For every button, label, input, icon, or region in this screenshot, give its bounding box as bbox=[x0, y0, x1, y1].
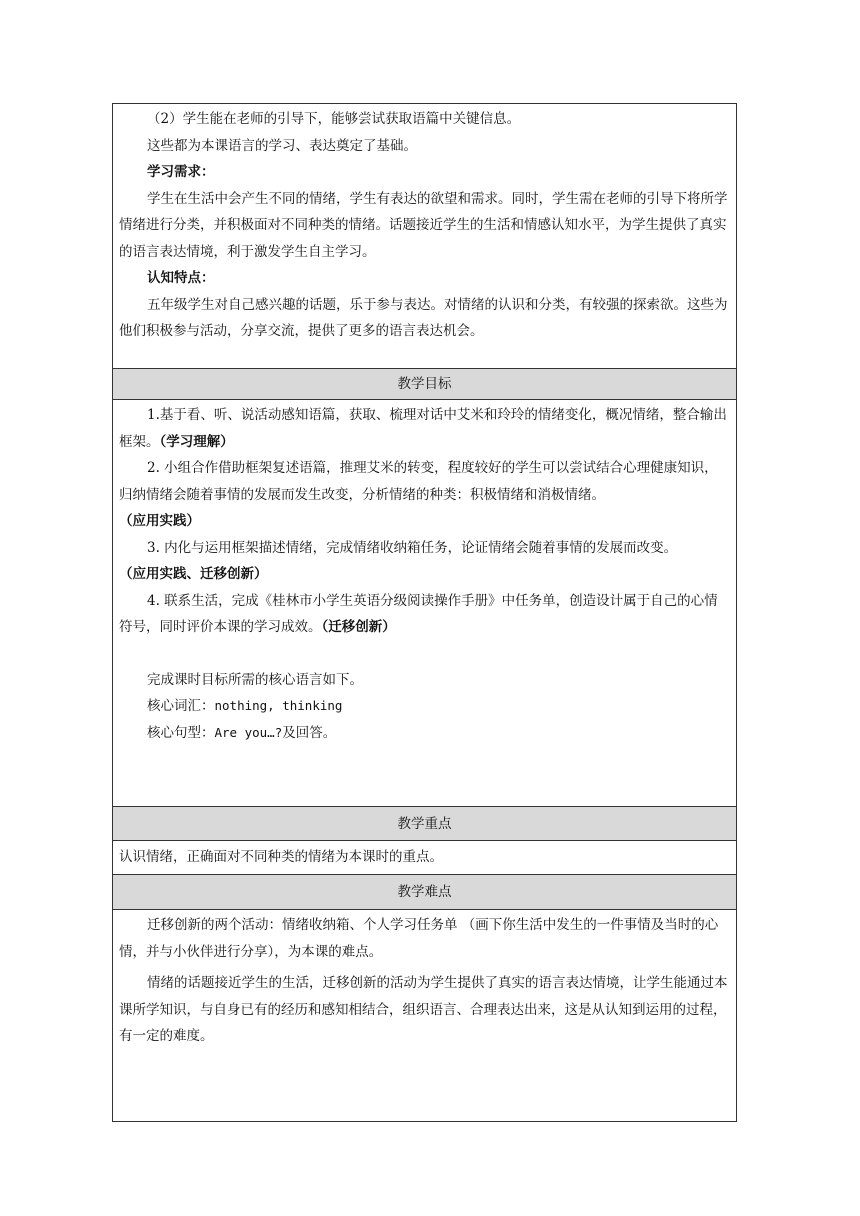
core-vocabulary bbox=[113, 693, 736, 720]
objective-1 bbox=[113, 402, 736, 455]
objective-3 bbox=[113, 535, 736, 562]
core-vocabulary-words: nothing, thinking bbox=[214, 698, 343, 713]
objective-1-tag: （学习理解） bbox=[159, 433, 234, 450]
difficulty-header: 教学难点 bbox=[113, 875, 736, 910]
difficulty-cell bbox=[113, 910, 736, 1121]
core-sentence-suffix: 及回答。 bbox=[282, 724, 337, 741]
core-sentence-pattern: Are you…? bbox=[214, 724, 283, 740]
focus-cell bbox=[113, 841, 736, 875]
difficulty-para-2: 情绪的话题接近学生的生活，迁移创新的活动为学生提供了真实的语言表达情境，让学生能通过本课所学知识，与自身已有的经历和感知相结合，组织语言、合理表达出来，这是从认知到运用的过程，有一定的难度。 bbox=[119, 975, 728, 1044]
analysis-cell bbox=[113, 104, 736, 369]
learning-needs-text: 学生在生活中会产生不同的情绪，学生有表达的欲望和需求。同时，学生需在老师的引导下将所学情绪进行分类，并积极面对不同种类的情绪。话题接近学生的生活和情感认知水平，为学生提供了真实的语言表达情境，利于激发学生自主学习。 bbox=[119, 190, 728, 260]
objective-2 bbox=[113, 455, 736, 508]
objective-4 bbox=[113, 588, 736, 641]
objective-2-tag: （应用实践） bbox=[119, 513, 200, 529]
objective-3-text: 3. 内化与运用框架描述情绪，完成情绪收纳箱任务，论证情绪会随着事情的发展而改变。 bbox=[147, 539, 678, 556]
difficulty-para-1: 迁移创新的两个活动：情绪收纳箱、个人学习任务单 （画下你生活中发生的一件事情及当时的心情，并与小伙伴进行分享），为本课的难点。 bbox=[119, 917, 719, 960]
core-sentence-label: 核心句型： bbox=[147, 724, 215, 741]
objective-4-text: 4. 联系生活，完成《桂林市小学生英语分级阅读操作手册》中任务单，创造设计属于自己的心情符号，同时评价本课的学习成效。 bbox=[119, 592, 718, 635]
objective-4-tag: （迁移创新） bbox=[321, 619, 396, 635]
objective-3-tag: （应用实践、迁移创新） bbox=[119, 566, 268, 582]
ability-line-2: （2）学生能在老师的引导下，能够尝试获取语篇中关键信息。 bbox=[147, 111, 521, 127]
core-sentence bbox=[113, 720, 736, 747]
objective-2-text: 2. 小组合作借助框架复述语篇，推理艾米的转变，程度较好的学生可以尝试结合心理健康知识，归纳情绪会随着事情的发展而发生改变，分析情绪的种类：积极情绪和消极情绪。 bbox=[119, 460, 718, 503]
objectives-header: 教学目标 bbox=[113, 369, 736, 400]
lesson-plan-table bbox=[112, 103, 737, 1122]
focus-text: 认识情绪，正确面对不同种类的情绪为本课时的重点。 bbox=[119, 849, 443, 865]
focus-header: 教学重点 bbox=[113, 807, 736, 841]
objectives-cell bbox=[113, 400, 736, 807]
cognitive-traits-title: 认知特点： bbox=[147, 270, 215, 286]
objective-1-text: 1.基于看、听、说活动感知语篇，获取、梳理对话中艾米和玲玲的情绪变化，概况情绪，整合输出框架。 bbox=[119, 407, 727, 450]
core-vocabulary-label: 核心词汇： bbox=[147, 698, 215, 714]
learning-needs-title: 学习需求： bbox=[147, 164, 215, 180]
cognitive-traits-text: 五年级学生对自己感兴趣的话题，乐于参与表达。对情绪的认识和分类，有较强的探索欲。这些为他们积极参与活动，分享交流，提供了更多的语言表达机会。 bbox=[119, 296, 728, 339]
foundation-line: 这些都为本课语言的学习、表达奠定了基础。 bbox=[147, 137, 417, 154]
core-language-intro: 完成课时目标所需的核心语言如下。 bbox=[147, 671, 363, 688]
